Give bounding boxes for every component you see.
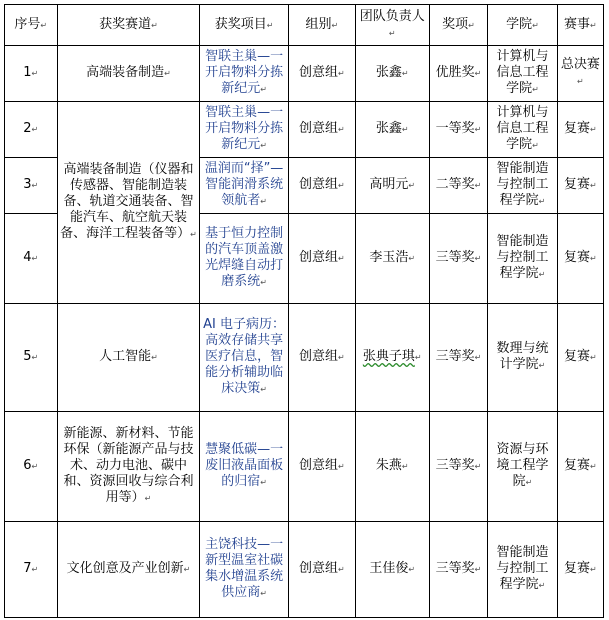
cell-index: 2↵ (5, 102, 58, 158)
cell-group: 创意组↵ (288, 102, 355, 158)
cell-leader: 张鑫↵ (355, 102, 429, 158)
cell-school: 数理与统计学院↵ (488, 304, 557, 412)
cell-stage: 复赛↵ (557, 102, 603, 158)
cell-school: 智能制造与控制工程学院↵ (488, 214, 557, 304)
cell-school: 计算机与信息工程学院↵ (488, 46, 557, 102)
cell-track: 人工智能↵ (57, 304, 200, 412)
cell-project: 温润而“择”—智能润滑系统领航者↵ (200, 158, 288, 214)
awards-table (4, 4, 604, 618)
cell-school: 计算机与信息工程学院↵ (488, 102, 557, 158)
table-row (5, 46, 604, 102)
header-track: 获奖赛道↵ (57, 5, 200, 46)
cell-stage: 复赛↵ (557, 304, 603, 412)
cell-stage: 总决赛↵ (557, 46, 603, 102)
cell-group: 创意组↵ (288, 304, 355, 412)
cell-stage: 复赛↵ (557, 522, 603, 618)
header-index: 序号↵ (5, 5, 58, 46)
cell-leader: 张典子琪↵ (355, 304, 429, 412)
cell-school: 智能制造与控制工程学院↵ (488, 522, 557, 618)
cell-index: 3↵ (5, 158, 58, 214)
header-stage: 赛事↵ (557, 5, 603, 46)
cell-group: 创意组↵ (288, 214, 355, 304)
cell-index: 7↵ (5, 522, 58, 618)
cell-track: 文化创意及产业创新↵ (57, 522, 200, 618)
cell-group: 创意组↵ (288, 158, 355, 214)
header-award: 奖项↵ (429, 5, 488, 46)
cell-index: 1↵ (5, 46, 58, 102)
cell-leader: 王佳俊↵ (355, 522, 429, 618)
cell-track: 高端装备制造↵ (57, 46, 200, 102)
table-row (5, 102, 604, 158)
cell-project: 基于恒力控制的汽车顶盖激光焊缝自动打磨系统↵ (200, 214, 288, 304)
table-row (5, 522, 604, 618)
cell-project: AI 电子病历：高效存储共享医疗信息，智能分析辅助临床决策↵ (200, 304, 288, 412)
header-project: 获奖项目↵ (200, 5, 288, 46)
cell-group: 创意组↵ (288, 522, 355, 618)
cell-group: 创意组↵ (288, 412, 355, 522)
cell-project: 智联主巢—一开启物料分拣新纪元↵ (200, 46, 288, 102)
cell-project: 慧聚低碳—一废旧液晶面板的归宿↵ (200, 412, 288, 522)
cell-project: 智联主巢—一开启物料分拣新纪元↵ (200, 102, 288, 158)
cell-track: 新能源、新材料、节能环保（新能源产品与技术、动力电池、碳中和、资源回收与综合利用等）↵ (57, 412, 200, 522)
cell-leader: 朱燕↵ (355, 412, 429, 522)
cell-school: 资源与环境工程学院↵ (488, 412, 557, 522)
header-leader: 团队负责人↵ (355, 5, 429, 46)
cell-leader: 李玉浩↵ (355, 214, 429, 304)
cell-index: 6↵ (5, 412, 58, 522)
cell-track: 高端装备制造（仪器和传感器、智能制造装备、轨道交通装备、智能汽车、航空航天装备、海洋工程装备等）↵ (57, 102, 200, 304)
table-row (5, 304, 604, 412)
cell-index: 4↵ (5, 214, 58, 304)
table-row (5, 412, 604, 522)
header-row (5, 5, 604, 46)
cell-stage: 复赛↵ (557, 412, 603, 522)
cell-school: 智能制造与控制工程学院↵ (488, 158, 557, 214)
cell-index: 5↵ (5, 304, 58, 412)
cell-leader: 张鑫↵ (355, 46, 429, 102)
cell-group: 创意组↵ (288, 46, 355, 102)
header-group: 组别↵ (288, 5, 355, 46)
cell-stage: 复赛↵ (557, 158, 603, 214)
header-school: 学院↵ (488, 5, 557, 46)
cell-stage: 复赛↵ (557, 214, 603, 304)
cell-award: 优胜奖↵ (429, 46, 488, 102)
cell-award: 三等奖↵ (429, 412, 488, 522)
cell-leader: 高明元↵ (355, 158, 429, 214)
cell-project: 主饶科技—一新型温室社碳集水增温系统供应商↵ (200, 522, 288, 618)
cell-award: 三等奖↵ (429, 304, 488, 412)
cell-award: 三等奖↵ (429, 522, 488, 618)
cell-award: 一等奖↵ (429, 102, 488, 158)
cell-award: 三等奖↵ (429, 214, 488, 304)
cell-award: 二等奖↵ (429, 158, 488, 214)
